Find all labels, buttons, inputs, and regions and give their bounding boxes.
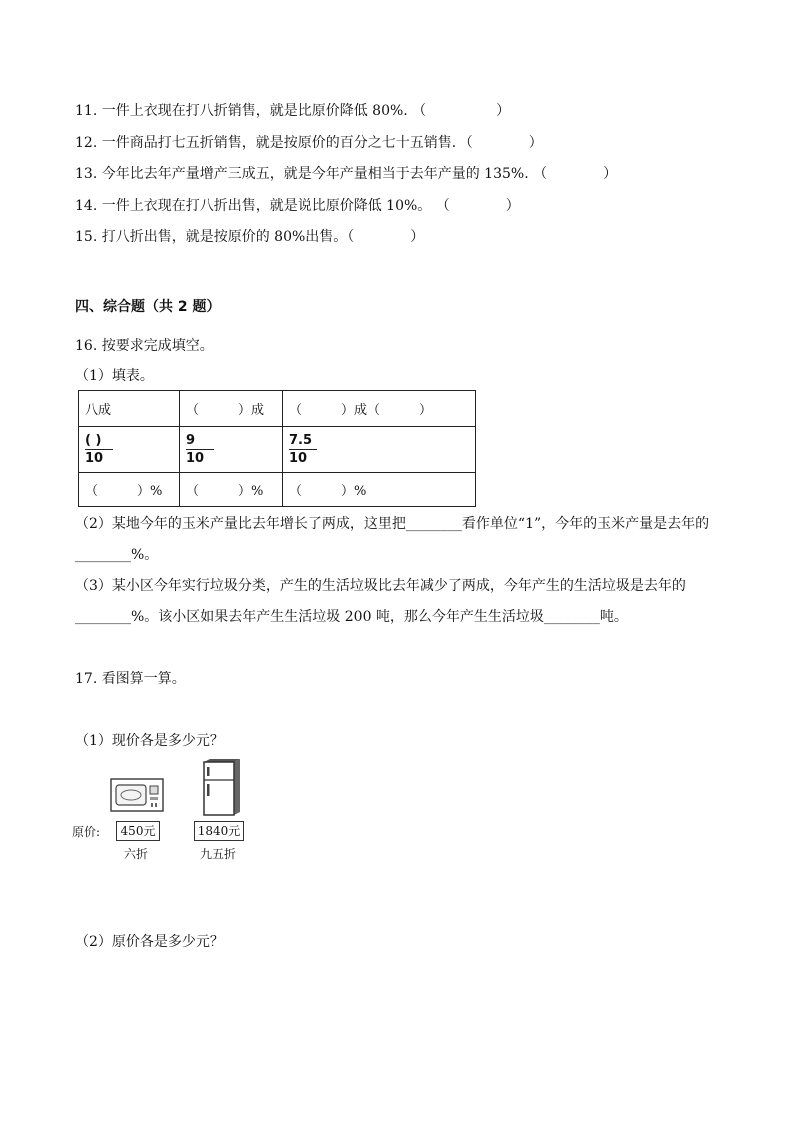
fridge-discount: 九五折: [200, 847, 237, 861]
table-cell: （ ）%: [180, 473, 283, 507]
fraction: [85, 432, 113, 467]
q16-title: 16. 按要求完成填空。: [75, 338, 214, 354]
fraction-numerator: ( ): [85, 433, 102, 448]
table-cell: [283, 427, 476, 473]
q17-part2: （2）原价各是多少元？: [75, 934, 224, 950]
table-cell: （ ）%: [79, 473, 180, 507]
judgement-item-12: 12. 一件商品打七五折销售，就是按原价的百分之七十五销售．（ ）: [75, 135, 543, 151]
original-price-label: 原价:: [72, 825, 101, 839]
fraction-denominator: 10: [85, 449, 113, 467]
fridge-price: 1840元: [194, 821, 244, 841]
q17-title: 17. 看图算一算。: [75, 671, 186, 687]
section-title: 四、综合题（共 2 题）: [75, 299, 221, 315]
refrigerator-icon: [198, 758, 242, 816]
q17-part1: （1）现价各是多少元？: [75, 733, 224, 749]
table-cell: [79, 427, 180, 473]
microwave-price: 450元: [116, 821, 160, 841]
microwave-icon: [110, 778, 166, 814]
table-cell: （ ）成（ ）: [283, 391, 476, 427]
judgement-item-15: 15. 打八折出售，就是按原价的 80%出售。（ ）: [75, 229, 425, 245]
table-cell: 八成: [79, 391, 180, 427]
table-cell: （ ）成: [180, 391, 283, 427]
fraction: [289, 432, 317, 467]
fraction-numerator: 7.5: [289, 433, 313, 448]
table-cell: （ ）%: [283, 473, 476, 507]
judgement-item-11: 11. 一件上衣现在打八折销售，就是比原价降低 80%. （ ）: [75, 103, 511, 119]
fraction-denominator: 10: [289, 449, 317, 467]
q16-part1: （1）填表。: [75, 368, 154, 384]
microwave-discount: 六折: [124, 847, 149, 861]
fraction-denominator: 10: [186, 449, 214, 467]
judgement-item-14: 14. 一件上衣现在打八折出售，就是说比原价降低 10%。 （ ）: [75, 198, 520, 214]
fraction-numerator: 9: [186, 433, 196, 448]
judgement-item-13: 13. 今年比去年产量增产三成五，就是今年产量相当于去年产量的 135%. （ ）: [75, 166, 618, 182]
fill-table: [78, 390, 476, 507]
fraction: [186, 432, 214, 467]
q16-part3: （3）某小区今年实行垃圾分类，产生的生活垃圾比去年减少了两成，今年产生的生活垃圾是去年的________%。该小区如果去年产生生活垃圾 200 吨，那么今年产生生活垃圾________吨。: [75, 578, 686, 625]
table-cell: [180, 427, 283, 473]
q16-part2: （2）某地今年的玉米产量比去年增长了两成，这里把________看作单位“1”，今年的玉米产量是去年的________%。: [75, 516, 710, 563]
